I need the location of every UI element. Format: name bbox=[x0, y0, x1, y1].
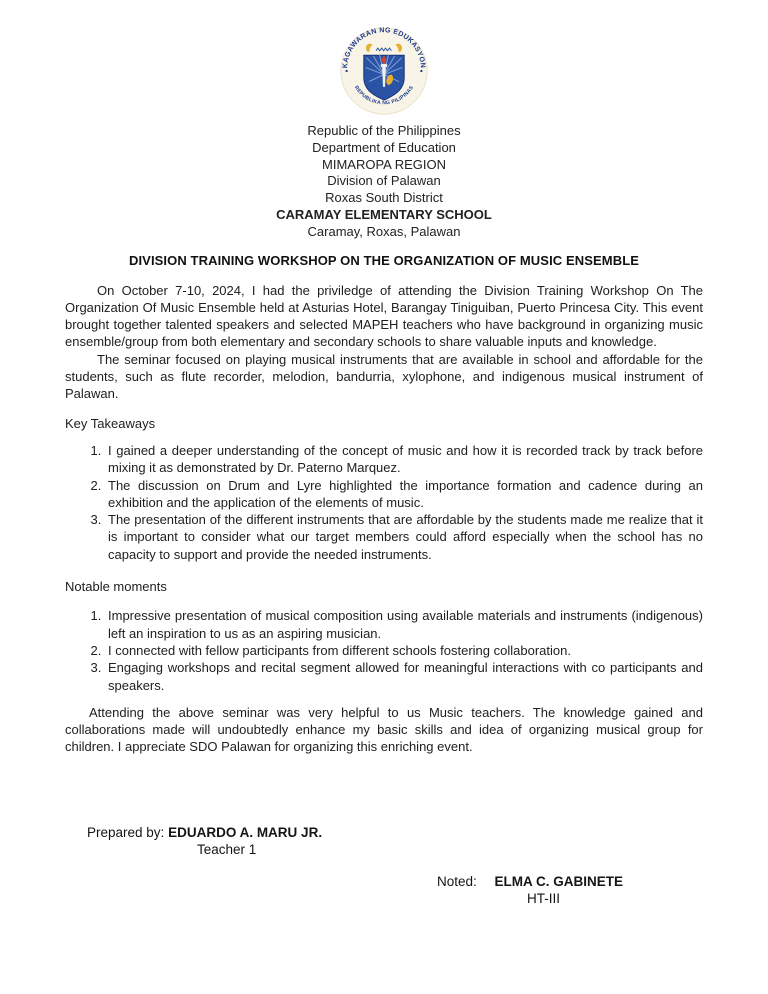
letterhead bbox=[0, 123, 768, 241]
notable-moment-item-3: 3. Engaging workshops and recital segment allowed for meaningful interactions with co participants and speakers. bbox=[105, 659, 703, 694]
letterhead-department: Department of Education bbox=[312, 139, 456, 155]
paragraph-closing: Attending the above seminar was very helpful to us Music teachers. The knowledge gained and collaborations made will undoubtedly enhance my basic skills and idea of organizing musical group for children. I appreciate SDO Palawan for organizing this enriching event. bbox=[65, 704, 703, 755]
key-takeaway-item-2: 2. The discussion on Drum and Lyre highlighted the importance formation and cadence during an exhibition and the application of the elements of music. bbox=[105, 477, 703, 512]
noted-name: ELMA C. GABINETE bbox=[494, 873, 624, 889]
noted-line bbox=[437, 873, 703, 890]
document-title: DIVISION TRAINING WORKSHOP ON THE ORGANIZATION OF MUSIC ENSEMBLE bbox=[128, 252, 640, 268]
seal-arc-top-text: KAGAWARAN NG EDUKASYON bbox=[341, 27, 427, 69]
notable-moment-item-1: 1. Impressive presentation of musical composition using available materials and instruments (indigenous) left an inspiration to us as an aspiring musician. bbox=[105, 607, 703, 642]
letterhead-district: Roxas South District bbox=[325, 190, 443, 206]
noted-block bbox=[437, 873, 703, 907]
letterhead-logo-area bbox=[0, 0, 768, 120]
seal-dot-left bbox=[345, 70, 347, 72]
key-takeaways-heading: Key Takeaways bbox=[65, 415, 156, 431]
prepared-by-block bbox=[87, 824, 703, 858]
paragraph-introduction: On October 7-10, 2024, I had the priviledge of attending the Division Training Workshop On The Organization Of Music Ensemble held at Asturias Hotel, Barangay Tiniguiban, Puerto Princesa City. This event brought together talented speakers and selected MAPEH teachers who have background in organizing music ensemble/group from both elementary and secondary schools to share valuable inputs and knowledge. bbox=[65, 282, 703, 350]
prepared-by-line bbox=[87, 824, 703, 841]
key-takeaway-item-1: 1. I gained a deeper understanding of the concept of music and how it is recorded track by track before mixing it as demonstrated by Dr. Paterno Marquez. bbox=[105, 442, 703, 477]
document-body bbox=[0, 282, 768, 907]
notable-moments-list bbox=[65, 607, 703, 693]
prepared-by-name: EDUARDO A. MARU JR. bbox=[168, 824, 323, 840]
letterhead-region: MIMAROPA REGION bbox=[322, 156, 446, 172]
letterhead-division: Division of Palawan bbox=[327, 173, 441, 189]
noted-label: Noted: bbox=[437, 873, 477, 889]
noted-position: HT-III bbox=[527, 890, 560, 906]
letterhead-republic: Republic of the Philippines bbox=[307, 123, 461, 138]
prepared-by-position: Teacher 1 bbox=[197, 841, 257, 857]
seal-dot-right bbox=[420, 70, 422, 72]
notable-moments-heading: Notable moments bbox=[65, 579, 167, 595]
key-takeaways-list bbox=[65, 442, 703, 563]
paragraph-seminar-focus: The seminar focused on playing musical instruments that are available in school and affordable for the students, such as flute recorder, melodion, bandurria, xylophone, and indigenous musical instrument of Palawan. bbox=[65, 351, 703, 402]
school-address: Caramay, Roxas, Palawan bbox=[307, 223, 461, 239]
seal-torch-head bbox=[381, 64, 387, 67]
key-takeaway-item-3: 3. The presentation of the different instruments that are affordable by the students made me realize that it is important to consider what our target members could afford especially when the school has no capacity to support and provide the needed instruments. bbox=[105, 511, 703, 563]
school-name: CARAMAY ELEMENTARY SCHOOL bbox=[276, 206, 492, 222]
seal-arc-bottom-text: REPUBLIKA NG PILIPINAS bbox=[352, 84, 416, 107]
deped-seal-icon bbox=[340, 27, 428, 115]
notable-moment-item-2: 2. I connected with fellow participants from different schools fostering collaboration. bbox=[105, 642, 703, 659]
prepared-by-label: Prepared by: bbox=[87, 824, 165, 840]
